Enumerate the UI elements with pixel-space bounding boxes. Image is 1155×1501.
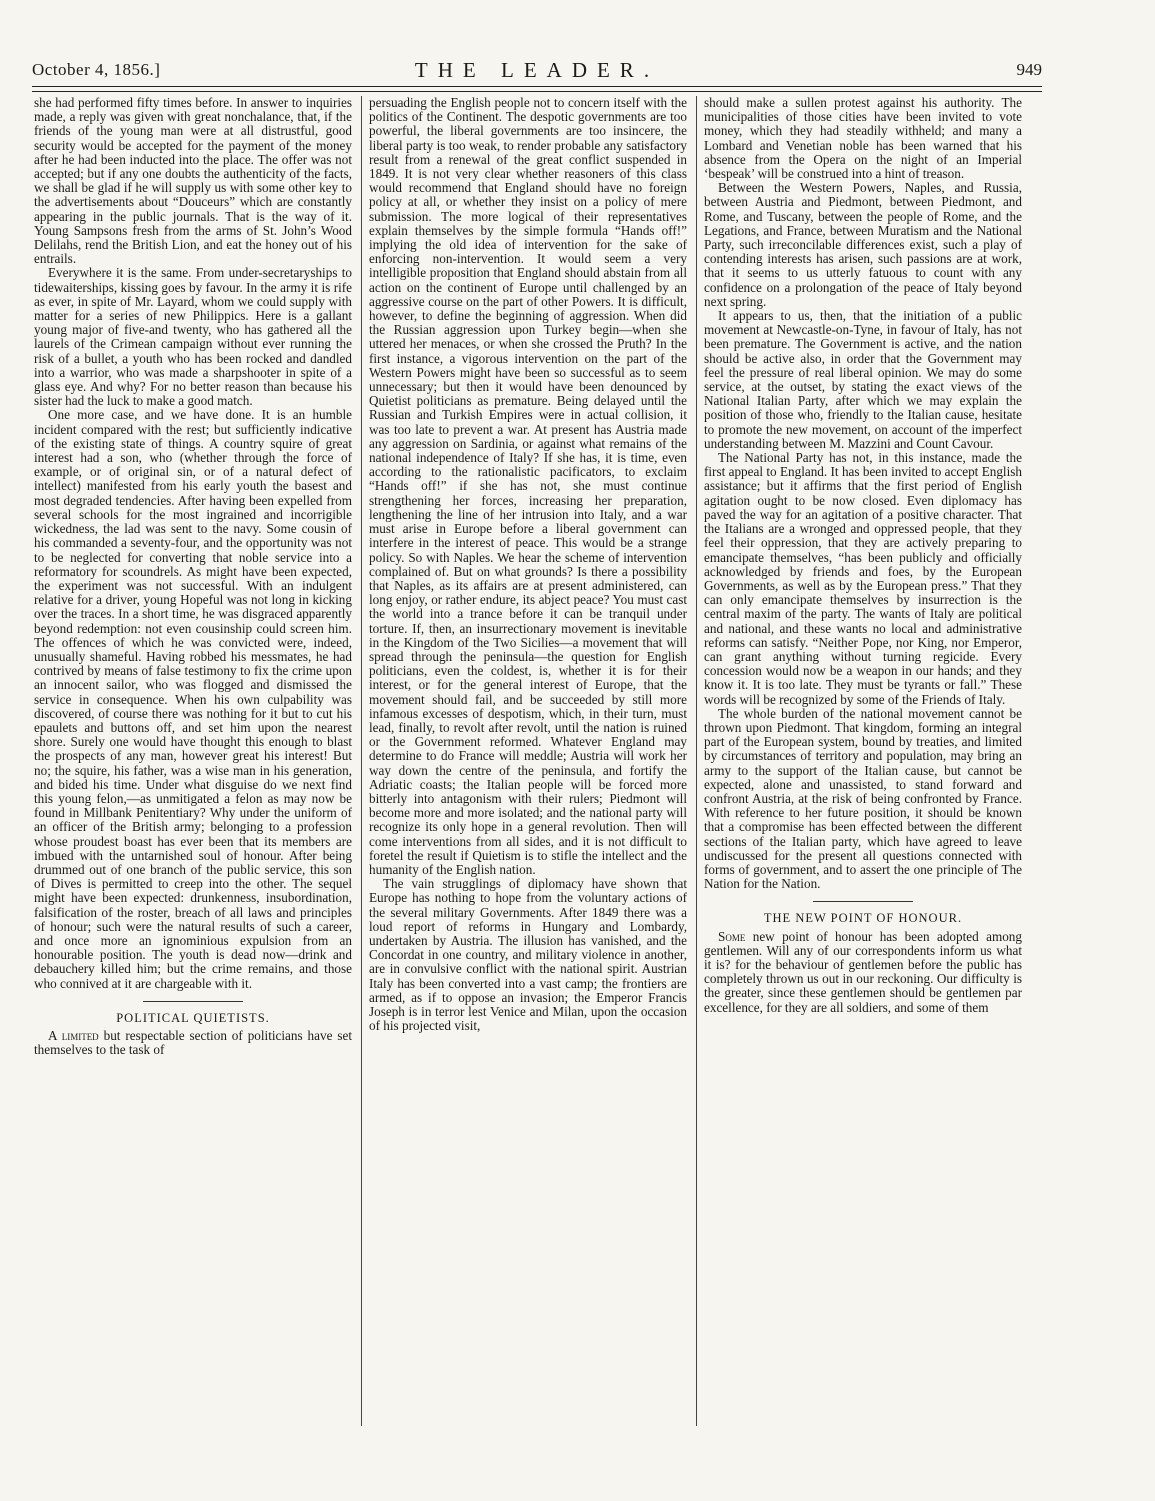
paragraph: One more case, and we have done. It is an humble incident compared with the rest; but sufficiently indicative of the existing state of things. A country squire of great interest had a son, who (whether through the force of example, or of original sin, or of a natural defect of intellect) manifested from his early youth the basest and most degraded tendencies. After having been expelled from several schools for the most ingrained and incorrigible wickedness, the lad was sent to the navy. Some cousin of his commanded a seventy-four, and the opportunity was not to be neglected for converting that noble service into a reformatory for scoundrels. As might have been expected, the experiment was not successful. With an indulgent relative for a driver, young Hopeful was not long in kicking over the traces. In a short time, he was disgraced apparently beyond redemption: not even cousinship could screen him. The offences of which he was convicted were, indeed, unusually shameful. Having robbed his messmates, he had contrived by means of false testimony to fix the crime upon an innocent sailor, who was flogged and dismissed the service in consequence. When his own culpability was discovered, of course there was nothing for it but to cut his epaulets and buttons off, and set him upon the nearest shore. Surely one would have thought this enough to blast the prospects of any man, however great his interest! But no; the squire, his father, was a wise man in his generation, and bided his time. Under what disguise do we next find this young felon,—as unmitigated a felon as may now be found in Millbank Penitentiary? Why under the uniform of an officer of the British army; belonging to a profession whose proudest boast has ever been that its members are imbued with the untarnished soul of honour. After being drummed out of one branch of the public service, this son of Dives is permitted to creep into the other. The sequel might have been expected: drunkenness, insubordination, falsification of the roster, breach of all laws and principles of honour; such were the natural results of such a career, and once more an ignominious expulsion from an honourable position. The youth is dead now—drink and debauchery killed him; but the crime remains, and those who connived at it are chargeable with it.	[34, 407, 352, 991]
paragraph: Everywhere it is the same. From under-secretaryships to tidewaiterships, kissing goes by favour. In the army it is rife as ever, in spite of Mr. Layard, whom we could supply with matter for a series of new Philippics. Here is a gallant young major of five-and twenty, who has gathered all the laurels of the Crimean campaign without ever running the risk of a bullet, a youth who has been rocked and dandled into a warrior, who was made a sharpshooter in spite of a glass eye. And why? For no better reason than because his sister had the luck to make a good match.	[34, 265, 352, 409]
section-rule	[813, 901, 913, 902]
paragraph: It appears to us, then, that the initiation of a public movement at Newcastle-on-Tyne, in favour of Italy, has not been premature. The Government is active, and the nation should be active also, in order that the Government may feel the pressure of real liberal opinion. We may do some service, at the outset, by stating the exact views of the National Italian Party, after which we may explain the position of those who, friendly to the Italian cause, hesitate to promote the new movement, on account of the imperfect understanding between M. Mazzini and Count Cavour.	[704, 308, 1022, 451]
column-3	[704, 96, 1022, 1486]
header-rule	[32, 86, 1042, 87]
paragraph: she had performed fifty times before. In answer to inquiries made, a reply was given with great nonchalance, that, if the friends of the young man were at all distrustful, good security would be accepted for the payment of the money after he had been inducted into the place. The offer was not accepted; but if any one doubts the authenticity of the facts, we shall be glad if he will supply us with some other key to the advertisements about “Douceurs” which are constantly appearing in the public journals. That is the way of it. Young Sampsons fresh from the arms of St. John’s Wood Delilahs, rend the British Lion, and eat the honey out of his entrails.	[34, 96, 352, 267]
section-heading: THE NEW POINT OF HONOUR.	[763, 911, 963, 926]
column-1	[34, 96, 352, 1486]
paragraph: should make a sullen protest against his authority. The municipalities of those cities have been invited to vote money, which they had steadily withheld; and many a Lombard and Venetian noble has been warned that his absence from the Opera on the night of an Imperial ‘bespeak’ will be construed into a hint of treason.	[704, 96, 1022, 182]
paragraph-text: but respectable section of politicians have set themselves to the task of	[34, 1028, 352, 1058]
paragraph: The National Party has not, in this instance, made the first appeal to England. It has been invited to accept English assistance; but it affirms that the first period of English agitation ought to be now closed. Even diplomacy has paved the way for an agitation of a positive character. That the Italians are a wronged and oppressed people, that they feel their oppression, that they are actively preparing to emancipate themselves, “has been publicly and officially acknowledged by friends and foes, by the European Governments, as well as by the European press.” That they can only emancipate themselves by insurrection is the central maxim of the party. The wants of Italy are political and national, and these wants no local and administrative reforms can satisfy. “Neither Pope, nor King, nor Emperor, can grant anything without turning regicide. Every concession would now be a weapon in our hands; and they know it. It is too late. They must be tyrants or fall.” These words will be recognized by some of the Friends of Italy.	[704, 450, 1022, 707]
column-2	[369, 96, 687, 1486]
newspaper-title: THE LEADER.	[414, 58, 660, 82]
paragraph	[34, 1029, 352, 1057]
column-divider	[361, 96, 362, 1426]
section-heading: POLITICAL QUIETISTS.	[116, 1010, 270, 1025]
section-rule	[143, 1001, 243, 1002]
lead-in: Some	[718, 928, 746, 944]
paragraph: persuading the English people not to concern itself with the politics of the Continent. The despotic governments are too powerful, the liberal governments are too insincere, the liberal party is too weak, to render probable any satisfactory result from a renewal of the great conflict suspended in 1849. It is not very clear whether reasoners of this class would recommend that England should have no foreign policy at all, or whether they insist on a policy of mere submission. The more logical of their representatives explain themselves by the simple formula “Hands off!” implying the old idea of intervention for the sake of enforcing non-intervention. It would seem a very intelligible proposition that England should abstain from all action on the continent of Europe until challenged by an aggressive course on the part of other Powers. It is difficult, however, to define the beginning of aggression. When did the Russian aggression upon Turkey begin—when she uttered her menaces, or when she crossed the Pruth? In the first instance, a vigorous intervention on the part of the Western Powers might have been so successful as to seem unnecessary; but then it would have been denounced by Quietist politicians as premature. Being delayed until the Russian and Turkish Empires were in actual collision, it was too late to prevent a war. At present has Austria made any aggression on Sardinia, or against what remains of the national independence of Italy? If she has, it is time, even according to the rationalistic pacificators, to exclaim “Hands off!” if she has not, she must continue strengthening her forces, increasing her preparation, lengthening the line of her intrusion into Italy, and a war must arise in Europe before a liberal government can interfere in the interest of peace. This would be a strange policy. So with Naples. We hear the scheme of intervention complained of. But on what grounds? Is there a possibility that Naples, as its affairs are at present administered, can long enjoy, or rather endure, its abject peace? You must cast the world into a trance before it can be tranquil under torture. If, then, an insurrectionary movement is inevitable in the Kingdom of the Two Sicilies—a movement that will spread through the peninsula—the question for English politicians, even the coldest, is, whether it is for their interest, or for the general interest of Europe, that the movement should fail, and be succeeded by still more infamous excesses of despotism, which, in their turn, must lead, finally, to revolt after revolt, until the nation is ruined or the Government reformed. Whatever England may determine to do France will meddle; Austria will work her way down the centre of the peninsula, and fortify the Adriatic coasts; the Italian people will be forced more bitterly into antagonism with their rulers; Piedmont will become more and more isolated; and the national party will recognize its only hope in a general revolution. Then will come interventions from all sides, and it is not difficult to foretel the result if Quietism is to stifle the intellect and the humanity of the English nation.	[369, 96, 687, 877]
column-divider	[696, 96, 697, 1426]
issue-date: October 4, 1856.]	[32, 60, 161, 79]
page-number: 949	[1016, 60, 1042, 79]
lead-in: A limited	[48, 1028, 99, 1043]
paragraph	[704, 930, 1022, 1015]
paragraph: The vain strugglings of diplomacy have shown that Europe has nothing to hope from the voluntary actions of the several military Governments. After 1849 there was a loud report of reforms in Hungary and Lombardy, undertaken by Austria. The illusion has vanished, and the Concordat in one country, and military violence in another, are in convulsive conflict with the national spirit. Austrian Italy has been converted into a vast camp; the frontiers are armed, as if to oppose an invasion; the Emperor Francis Joseph is in terror lest Venice and Milan, upon the occasion of his projected visit,	[369, 876, 687, 1034]
paragraph: The whole burden of the national movement cannot be thrown upon Piedmont. That kingdom, forming an integral part of the European system, bound by treaties, and limited by circumstances of territory and population, may bring an army to the support of the Italian cause, but cannot be expected, alone and unassisted, to stand forward and confront Austria, at the risk of being confronted by France. With reference to her future position, it should be known that a compromise has been effected between the different sections of the Italian party, which have agreed to leave undiscussed for the present all questions connected with forms of government, and to assert the one principle of The Nation for the Nation.	[704, 705, 1022, 892]
masthead	[32, 58, 1042, 84]
header-rule-thin	[32, 91, 1042, 92]
paragraph: Between the Western Powers, Naples, and Russia, between Austria and Piedmont, between Piedmont, and Rome, and Tuscany, between the people of Rome, and the Legations, and France, between Muratism and the National Party, such irreconcilable differences exist, such a play of contending interests has arisen, such passions are at work, that it seems to us utterly fatuous to count with any confidence on a prolongation of the peace of Italy beyond next spring.	[704, 180, 1022, 309]
paragraph-text: new point of honour has been adopted among gentlemen. Will any of our correspondents inform us what it is? for the behaviour of gentlemen before the public has completely thrown us out in our reckoning. Our difficulty is the greater, since these gentlemen should be gentlemen par excellence, for they are all soldiers, and some of them	[704, 928, 1022, 1015]
